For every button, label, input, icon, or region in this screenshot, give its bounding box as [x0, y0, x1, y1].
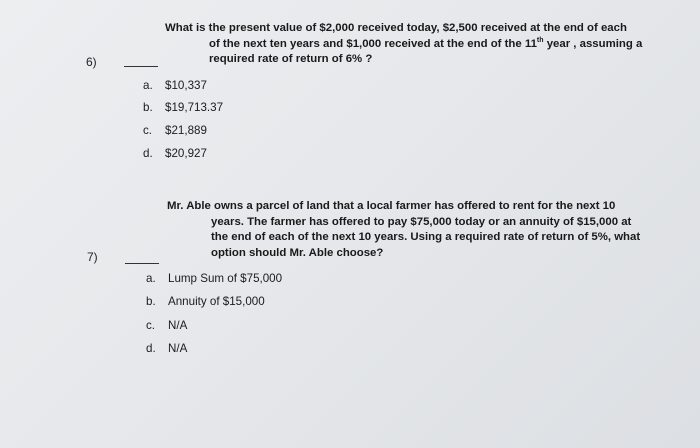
option-text: $20,927: [165, 147, 207, 160]
option-text: Annuity of $15,000: [168, 295, 265, 308]
question-7-number: 7): [87, 250, 98, 264]
option-text: Lump Sum of $75,000: [168, 272, 283, 285]
option-letter: d.: [146, 342, 156, 355]
option-text: $10,337: [165, 79, 207, 92]
option-letter: c.: [143, 124, 153, 137]
option-letter: b.: [143, 101, 153, 114]
ordinal-superscript: th: [536, 36, 544, 44]
option-letter: b.: [146, 295, 156, 308]
question-7-stem-line-1: Mr. Able owns a parcel of land that a local farmer has offered to rent for the next 10: [167, 200, 616, 212]
option-letter: c.: [146, 319, 156, 332]
question-6-stem-line-2-tail: year , assuming a: [543, 37, 643, 50]
question-6-option-c: [143, 124, 207, 138]
question-6-stem: [165, 21, 642, 68]
question-6-stem-line-3: required rate of return of 6% ?: [209, 53, 373, 65]
option-letter: d.: [143, 147, 153, 160]
question-6-option-b: [143, 101, 223, 115]
question-7-stem-line-3: the end of each of the next 10 years. Using a required rate of return of 5%, what: [211, 231, 641, 243]
question-6-option-a: [143, 79, 207, 93]
option-text: N/A: [168, 319, 188, 332]
question-7-option-b: [146, 295, 265, 309]
question-6-answer-blank[interactable]: [124, 66, 158, 67]
question-6-option-d: [143, 147, 207, 161]
question-6-stem-line-2-text: of the next ten years and $1,000 received at the end of the 11: [209, 37, 537, 50]
question-7-option-c: [146, 319, 187, 333]
option-text: $19,713.37: [165, 101, 224, 114]
option-text: N/A: [168, 342, 188, 355]
question-7-stem-line-2: years. The farmer has offered to pay $75,000 today or an annuity of $15,000 at: [211, 215, 632, 228]
question-6-stem-line-2: [165, 37, 642, 53]
option-letter: a.: [143, 79, 153, 92]
option-text: $21,889: [165, 124, 207, 137]
question-7-option-d: [146, 342, 187, 356]
question-6-stem-line-1: What is the present value of $2,000 received today, $2,500 received at the end of each: [165, 22, 627, 34]
question-7-stem-line-4: option should Mr. Able choose?: [211, 246, 384, 259]
question-7-answer-blank[interactable]: [125, 263, 159, 264]
option-letter: a.: [146, 272, 156, 285]
question-7-option-a: [146, 272, 282, 286]
question-6-number: 6): [86, 55, 97, 69]
question-7-stem: [167, 199, 640, 261]
